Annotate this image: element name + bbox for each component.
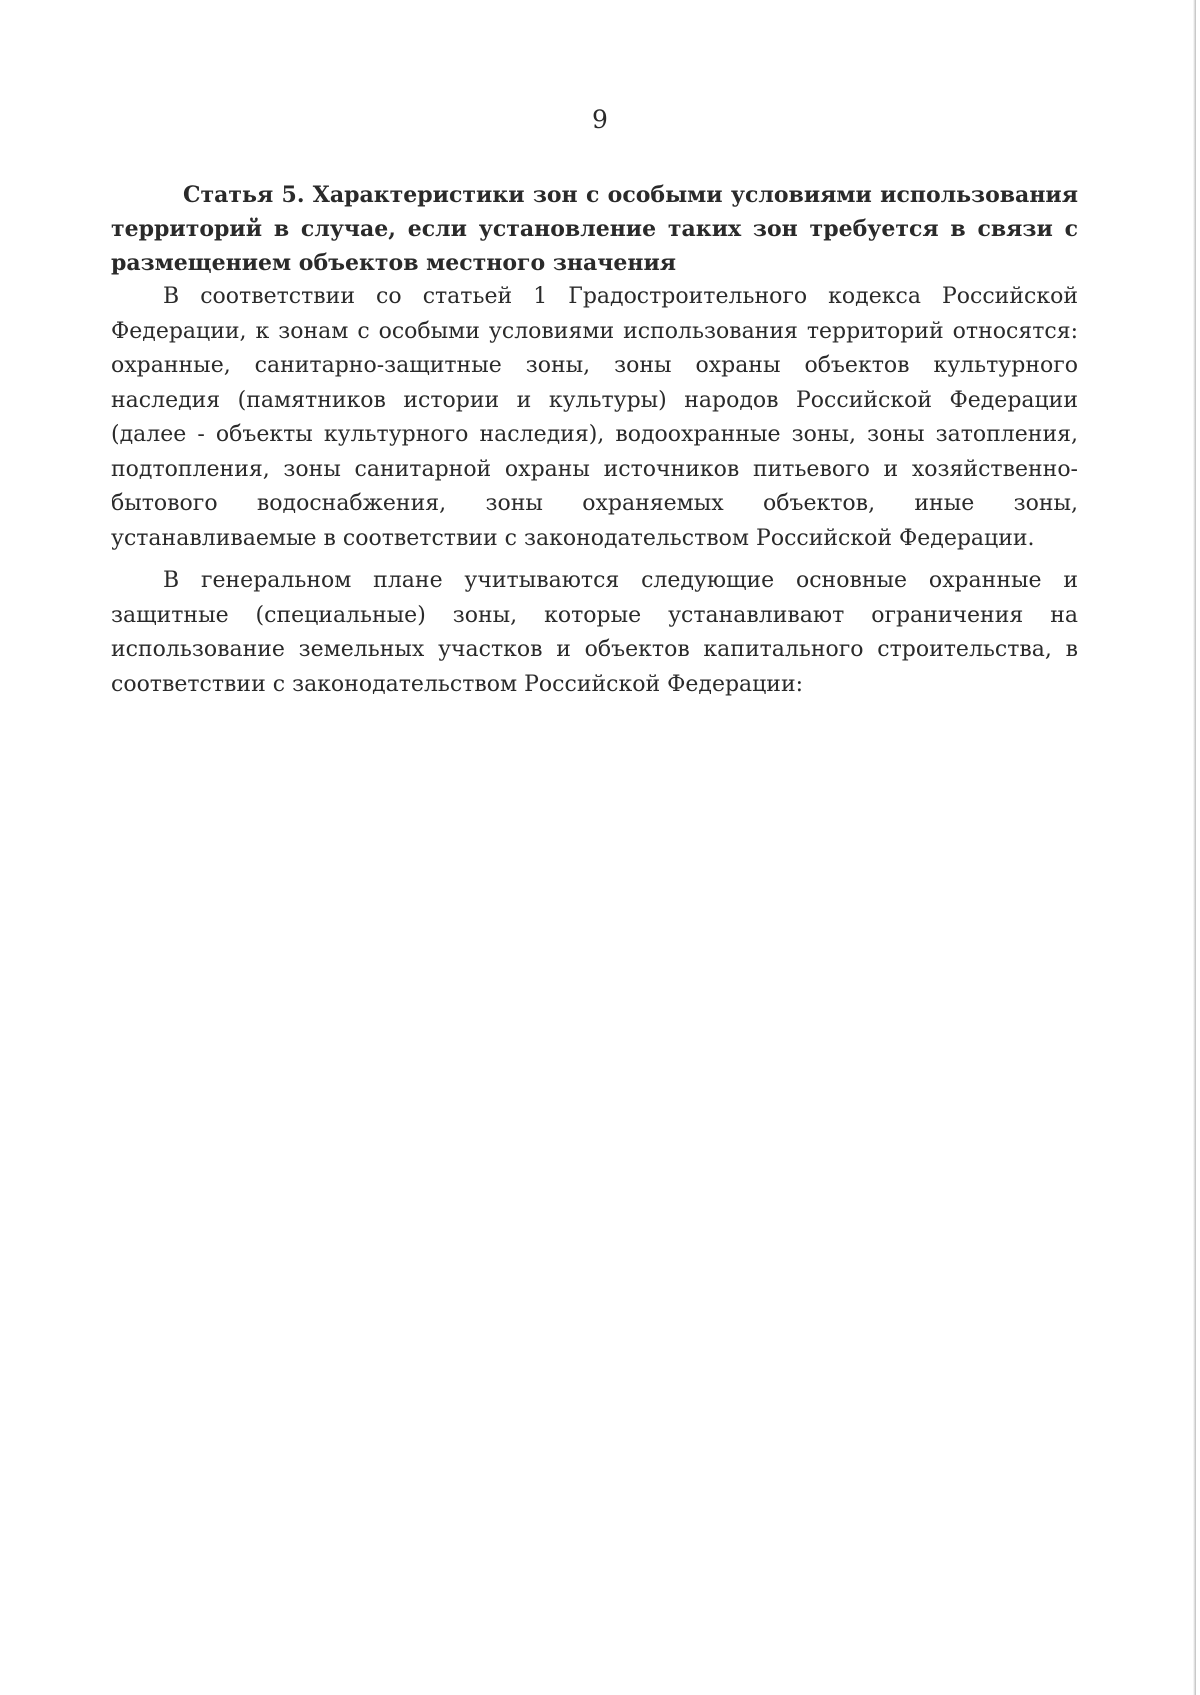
paragraph-1: В соответствии со статьей 1 Градостроительного кодекса Российской Федерации, к зонам с особыми условиями использования территорий относятся: охранные, санитарно-защитные зоны, зоны охраны объектов культурного наследия (памятников истории и культуры) народов Российской Федерации (далее - объекты культурного наследия), водоохранные зоны, зоны затопления, подтопления, зоны санитарной охраны источников питьевого и хозяйственно-бытового водоснабжения, зоны охраняемых объектов, иные зоны, устанавливаемые в соответствии с законодательством Российской Федерации.	[111, 284, 1078, 551]
page-edge-shadow	[1193, 0, 1196, 1695]
paragraph-2: В генеральном плане учитываются следующие основные охранные и защитные (специальные) зоны, которые устанавливают ограничения на использование земельных участков и объектов капитального строительства, в соответствии с законодательством Российской Федерации:	[111, 568, 1078, 697]
page-number: 9	[592, 105, 608, 134]
article-heading: Статья 5. Характеристики зон с особыми условиями использования территорий в случае, если установление таких зон требуется в связи с размещением объектов местного значения	[111, 182, 1078, 276]
page-content	[111, 178, 1078, 702]
